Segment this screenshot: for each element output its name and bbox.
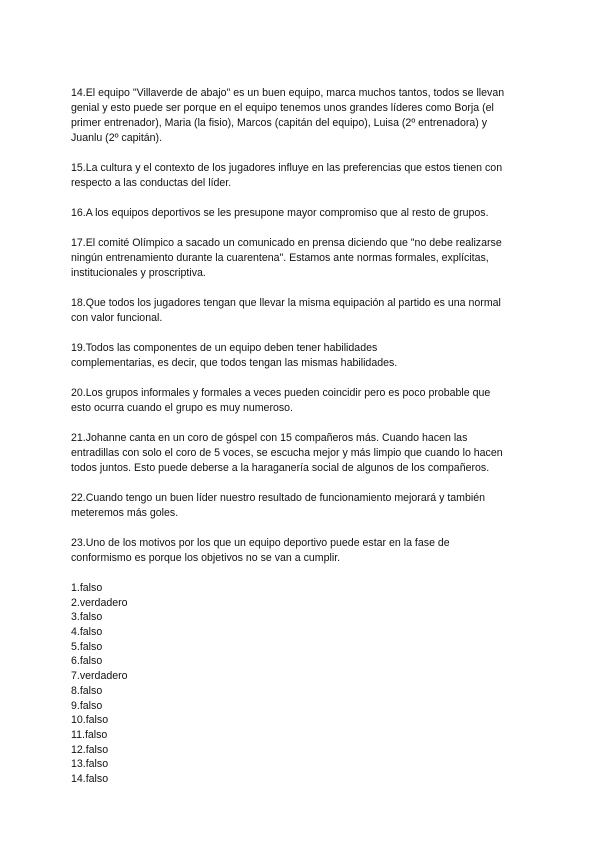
question-line: 16.A los equipos deportivos se les presupone mayor compromiso que al resto de grupos. [71,207,489,219]
question-line: 14.El equipo "Villaverde de abajo" es un buen equipo, marca muchos tantos, todos se llevan [71,87,505,99]
question-line: 23.Uno de los motivos por los que un equipo deportivo puede estar en la fase de [71,537,450,549]
answer-item: 3.falso [71,611,103,624]
answer-item: 11.falso [71,728,108,741]
question-line: respecto a las conductas del líder. [71,177,232,189]
answer-item: 9.falso [71,699,103,712]
answer-item: 14.falso [71,772,109,785]
question-22 [71,491,533,521]
question-line: complementarias, es decir, que todos tengan las mismas habilidades. [71,357,398,369]
question-line: 17.El comité Olímpico a sacado un comunicado en prensa diciendo que "no debe realizarse [71,237,502,249]
question-line: 18.Que todos los jugadores tengan que llevar la misma equipación al partido es una normal [71,297,501,309]
question-16 [71,206,533,221]
question-21 [71,431,533,476]
answer-item: 8.falso [71,684,103,697]
question-line: 22.Cuando tengo un buen líder nuestro resultado de funcionamiento mejorará y también [71,492,486,504]
question-17 [71,236,533,281]
question-line: 20.Los grupos informales y formales a veces pueden coincidir pero es poco probable que [71,387,491,399]
question-14 [71,86,533,146]
question-line: genial y esto puede ser porque en el equipo tenemos unos grandes líderes como Borja (el [71,102,494,114]
question-line: 19.Todos las componentes de un equipo deben tener habilidades [71,342,378,354]
question-18 [71,296,533,326]
answer-item: 6.falso [71,655,103,668]
answer-item: 1.falso [71,582,103,594]
question-line: meteremos más goles. [71,507,179,519]
question-line: Juanlu (2º capitán). [71,132,163,144]
question-line: primer entrenador), Maria (la fisio), Marcos (capitán del equipo), Luisa (2º entrenadora) y [71,117,488,129]
answer-list [71,581,533,787]
answer-item: 4.falso [71,626,103,639]
answer-item: 2.verdadero [71,596,128,609]
question-line: entradillas con solo el coro de 5 voces, se escucha mejor y más limpio que cuando lo hacen [71,447,503,459]
question-line: ningún entrenamiento durante la cuarentena". Estamos ante normas formales, explícitas, [71,252,489,264]
question-20 [71,386,533,416]
question-line: institucionales y proscriptiva. [71,267,206,279]
question-15 [71,161,533,191]
answer-item: 12.falso [71,743,109,756]
question-23 [71,536,533,566]
question-line: todos juntos. Esto puede deberse a la haraganería social de algunos de los compañeros. [71,462,490,474]
question-line: 21.Johanne canta en un coro de góspel con 15 compañeros más. Cuando hacen las [71,432,468,444]
question-line: con valor funcional. [71,312,163,324]
question-line: 15.La cultura y el contexto de los jugadores influye en las preferencias que estos tienen con [71,162,503,174]
document-body [71,86,533,787]
question-line: esto ocurra cuando el grupo es muy numeroso. [71,402,294,414]
question-line: conformismo es porque los objetivos no se van a cumplir. [71,552,341,564]
answer-item: 10.falso [71,714,109,727]
answer-item: 13.falso [71,758,109,771]
answer-item: 5.falso [71,640,103,653]
answer-item: 7.verdadero [71,670,128,683]
question-19 [71,341,533,371]
